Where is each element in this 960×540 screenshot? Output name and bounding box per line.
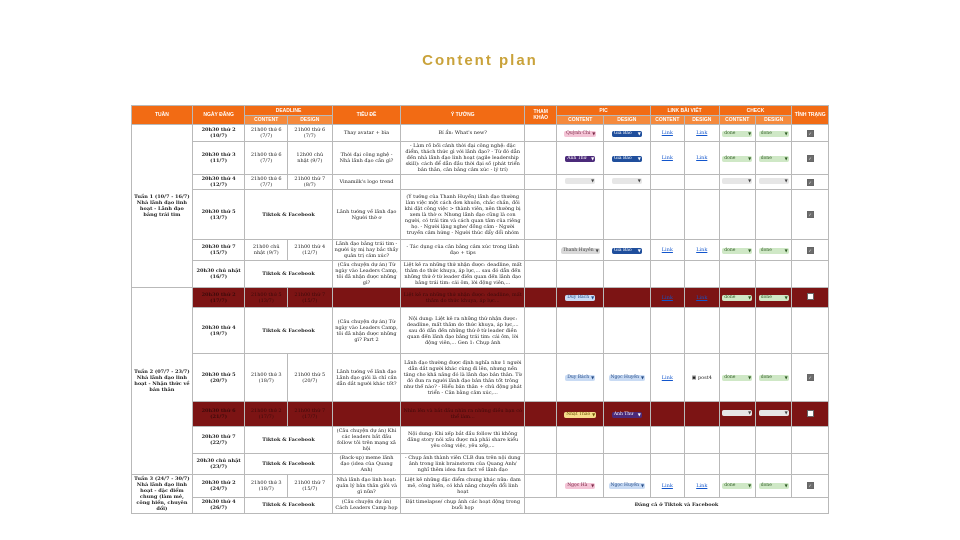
deadline-merged-cell: Tiktok & Facebook (245, 190, 332, 240)
reference-cell (525, 190, 557, 240)
chevron-down-icon: ▼ (784, 178, 788, 183)
link-content[interactable]: Link (650, 475, 684, 498)
deadline-design-cell: 21h00 thứ 7 (15/7) (288, 475, 333, 498)
date-cell: 20h30 chủ nhật (16/7) (192, 261, 245, 288)
reference-cell (525, 288, 557, 308)
check-design-select[interactable]: done ▼ (755, 240, 791, 261)
chevron-down-icon: ▼ (748, 483, 752, 489)
deadline-design-cell: 12h00 chủ nhật (9/7) (288, 142, 333, 175)
header-pic-design: DESIGN (604, 116, 651, 125)
status-cell (792, 308, 829, 354)
header-check-content: CONTENT (719, 116, 755, 125)
chevron-down-icon: ▼ (637, 130, 641, 136)
deadline-design-cell: 21h00 thứ 4 (12/7) (288, 240, 333, 261)
link-design (685, 308, 719, 354)
status-checkbox[interactable] (792, 402, 829, 427)
date-cell: 20h30 thứ 4 (19/7) (192, 308, 245, 354)
header-link-content: CONTENT (650, 116, 684, 125)
deadline-design-cell: 21h00 thứ 7 (8/7) (288, 175, 333, 190)
pic-design-select[interactable] (604, 175, 651, 190)
link-design[interactable] (685, 402, 719, 427)
status-checkbox[interactable]: ✓ (792, 175, 829, 190)
note-cell: Đăng cả ở Tiktok và Facebook (525, 497, 829, 513)
table-row (132, 402, 829, 427)
check-design-select[interactable]: done ▼ (755, 288, 791, 308)
table-row (132, 142, 829, 175)
link-content[interactable] (650, 402, 684, 427)
date-cell: 20h30 thứ 7 (22/7) (192, 427, 245, 454)
idea-cell: (Ý tưởng của Thanh Huyền) lãnh đạo thường làm việc một cách đơn khuôn, chắc chắn, đôi khi đặt công việc > thành viên, nên thường bị xem là thờ ơ. Nhưng lãnh đạo cũng là con người, có trái tim và cách quan tâm của riêng họ. - Người lặng nghe/ đồng cảm - Người truyền cảm hứng - Người thúc đẩy đổi nhóm (401, 190, 525, 240)
chevron-down-icon: ▼ (637, 411, 641, 417)
pic-design-cell (604, 308, 651, 354)
chevron-down-icon: ▼ (640, 375, 645, 380)
chevron-down-icon: ▼ (591, 375, 595, 380)
table-row (132, 497, 829, 513)
link-design (685, 427, 719, 454)
header-deadline: DEADLINE (245, 106, 332, 116)
reference-cell (525, 308, 557, 354)
table-row (132, 190, 829, 240)
idea-cell: Nội dung: Liệt kê ra những thứ nhận được: deadline, mất thâm do thức khuya, áp lực,... sau đó dẫn đến những thứ ở từ leader điền quan đến lãnh đạo bằng trái tim: cái ôm, lời động viên,... Gen 1: Chụp ảnh (401, 308, 525, 354)
check-design-select[interactable]: done ▼ (755, 475, 791, 498)
content-plan-table (131, 105, 829, 514)
pic-content-select[interactable]: Thanh Huyền ▼ (557, 240, 604, 261)
file-icon: ▣ (691, 374, 698, 381)
pic-content-select[interactable]: Nhật Thảo ▼ (557, 402, 604, 427)
link-design[interactable]: Link (685, 125, 719, 142)
header-tuan: TUẦN (132, 106, 193, 125)
status-checkbox[interactable]: ✓ (792, 142, 829, 175)
check-content-cell (719, 454, 755, 475)
status-checkbox[interactable]: ✓ (792, 354, 829, 402)
check-design-cell (755, 427, 791, 454)
reference-cell (525, 402, 557, 427)
deadline-content-cell: 21h00 thứ 3 (18/7) (245, 475, 288, 498)
link-design[interactable]: Link (685, 240, 719, 261)
link-content[interactable]: Link (650, 125, 684, 142)
link-content[interactable]: Link (650, 142, 684, 175)
check-design-cell (755, 190, 791, 240)
check-content-select[interactable]: done ▼ (719, 354, 755, 402)
date-cell: 20h30 thứ 2 (17/7) (192, 288, 245, 308)
chevron-down-icon: ▼ (784, 130, 788, 136)
pic-content-select[interactable]: Ngọc Hà ▼ (557, 475, 604, 498)
chevron-down-icon: ▼ (748, 375, 752, 380)
status-checkbox[interactable] (792, 288, 829, 308)
pic-design-cell (604, 261, 651, 288)
link-design[interactable] (685, 175, 719, 190)
idea-cell: - Tác dụng của cân bằng cảm xúc trong lãnh đạo + tips (401, 240, 525, 261)
idea-cell: Lãnh đạo thường được định nghĩa như 1 người dẫn dắt người khác cùng đi lên, nhưng nền tảng cho khả năng đó là lãnh đạo bản thân. Từ đó đưa ra người lãnh đạo bản thân tốt trông như thế nào? - Hiểu bản thân + chủ động phát triển - Cân bằng cảm xúc,... (401, 354, 525, 402)
title-cell (332, 402, 401, 427)
table-row (132, 125, 829, 142)
link-content[interactable] (650, 175, 684, 190)
date-cell: 20h30 thứ 5 (13/7) (192, 190, 245, 240)
pic-content-select[interactable] (557, 175, 604, 190)
check-design-cell (755, 261, 791, 288)
chevron-down-icon: ▼ (748, 295, 752, 300)
reference-cell (525, 454, 557, 475)
link-content[interactable]: Link (650, 288, 684, 308)
header-check: CHECK (719, 106, 792, 116)
link-design (685, 454, 719, 475)
chevron-down-icon: ▼ (637, 178, 641, 183)
title-cell: (Câu chuyện dự án) Từ ngày vào Leaders Camp, tôi đã nhận được những gì? (332, 261, 401, 288)
check-content-select[interactable] (719, 402, 755, 427)
check-design-select[interactable] (755, 402, 791, 427)
reference-cell (525, 427, 557, 454)
header-pic-content: CONTENT (557, 116, 604, 125)
pic-content-cell (557, 308, 604, 354)
chevron-down-icon: ▼ (784, 247, 788, 253)
pic-content-cell (557, 261, 604, 288)
link-design (685, 190, 719, 240)
deadline-design-cell: 21h00 thứ 7 (17/7) (288, 402, 333, 427)
table-row (132, 175, 829, 190)
deadline-design-cell: 21h00 thứ 6 (7/7) (288, 125, 333, 142)
week-cell: Tuần 2 (07/7 - 23/7) Nhà lãnh đạo linh hoạt - Nhận thức về bản thân (132, 288, 193, 475)
chevron-down-icon: ▼ (784, 410, 788, 415)
header-link-design: DESIGN (685, 116, 719, 125)
deadline-merged-cell: Tiktok & Facebook (245, 454, 332, 475)
check-design-select[interactable]: done ▼ (755, 125, 791, 142)
chevron-down-icon: ▼ (637, 247, 641, 253)
status-checkbox[interactable]: ✓ (792, 190, 829, 240)
week-cell: Tuần 3 (24/7 - 30/7) Nhà lãnh đạo linh hoạt - đặc điểm chung (làm mẻ, công hiến, chuyên đổi) (132, 475, 193, 514)
idea-cell: Nhìn lên và bắt đầu nhìn ra những điều bạn có thể làm... (401, 402, 525, 427)
page-title: Content plan (422, 52, 538, 69)
pic-content-select[interactable]: Quỳnh Chi ▼ (557, 125, 604, 142)
link-content (650, 427, 684, 454)
reference-cell (525, 475, 557, 498)
date-cell: 20h30 thứ 7 (15/7) (192, 240, 245, 261)
pic-design-select[interactable]: Gia Bảo ▼ (604, 142, 651, 175)
deadline-content-cell: 21h00 thứ 6 (7/7) (245, 175, 288, 190)
title-cell: Vinamilk's logo trend (332, 175, 401, 190)
title-cell (332, 288, 401, 308)
link-content (650, 190, 684, 240)
chevron-down-icon: ▼ (748, 155, 752, 161)
status-checkbox[interactable]: ✓ (792, 475, 829, 498)
chevron-down-icon: ▼ (748, 130, 752, 136)
pic-content-select[interactable]: Duy Bách ▼ (557, 288, 604, 308)
check-content-select[interactable] (719, 175, 755, 190)
deadline-content-cell: 21h00 chủ nhật (9/7) (245, 240, 288, 261)
check-content-select[interactable]: done ▼ (719, 125, 755, 142)
pic-design-select[interactable] (604, 288, 651, 308)
header-check-design: DESIGN (755, 116, 791, 125)
pic-content-cell (557, 427, 604, 454)
title-cell: (Câu chuyện dự án) Cách Leaders Camp họp (332, 497, 401, 513)
title-cell: (Back-up) meme lãnh đạo (idea của Quang Anh) (332, 454, 401, 475)
status-cell (792, 427, 829, 454)
chevron-down-icon: ▼ (784, 295, 788, 300)
idea-cell (401, 175, 525, 190)
link-content[interactable]: Link (650, 354, 684, 402)
chevron-down-icon: ▼ (640, 483, 645, 489)
chevron-down-icon: ▼ (592, 130, 596, 136)
header-y-tuong: Ý TƯỞNG (401, 106, 525, 125)
pic-content-select[interactable]: Anh Thư ▼ (557, 142, 604, 175)
idea-cell: Nội dung: Khi xếp bắt đầu follow thì không đăng story nói xấu được mà phải share kiểu yêu công việc, yêu xếp,... (401, 427, 525, 454)
pic-design-select[interactable]: Anh Thư ▼ (604, 402, 651, 427)
idea-cell: Đặt timelapse/ chụp ảnh các hoạt động trong buổi họp (401, 497, 525, 513)
title-cell: Lãnh tướng về lãnh đạo Người thờ ơ (332, 190, 401, 240)
header-tinh-trang: TÌNH TRẠNG (792, 106, 829, 125)
check-design-select[interactable]: done ▼ (755, 354, 791, 402)
reference-cell (525, 240, 557, 261)
status-cell (792, 261, 829, 288)
deadline-content-cell: 21h00 thứ 5 (13/7) (245, 288, 288, 308)
idea-cell: Liệt kê ra những thứ nhận được: deadline, mất thâm do thức khuya, áp lực... (401, 288, 525, 308)
header-pic: PIC (557, 106, 650, 116)
date-cell: 20h30 thứ 2 (24/7) (192, 475, 245, 498)
deadline-content-cell: 21h00 thứ 6 (7/7) (245, 125, 288, 142)
check-design-cell (755, 308, 791, 354)
chevron-down-icon: ▼ (591, 178, 595, 183)
table-row (132, 475, 829, 498)
link-design[interactable]: Link (685, 475, 719, 498)
idea-cell: - Làm rõ bối cảnh thời đại công nghệ: đặc điểm, thách thức gì với lãnh đạo? - Từ đó dẫn đến nhà lãnh đạo linh hoạt (agile leadership skill): cách để dẫn đầu thời đại số (phát triển bản thân, cân bằng cảm xúc - lý trí) (401, 142, 525, 175)
status-checkbox[interactable]: ✓ (792, 125, 829, 142)
reference-cell (525, 125, 557, 142)
pic-content-select[interactable]: Duy Bách ▼ (557, 354, 604, 402)
pic-content-cell (557, 190, 604, 240)
table-row (132, 288, 829, 308)
week-cell: Tuần 1 (10/7 - 16/7) Nhà lãnh đạo linh hoạt - Lãnh đạo bằng trái tim (132, 125, 193, 288)
check-content-select[interactable]: done ▼ (719, 475, 755, 498)
chevron-down-icon: ▼ (595, 247, 599, 253)
date-cell: 20h30 thứ 4 (26/7) (192, 497, 245, 513)
pic-content-cell (557, 454, 604, 475)
date-cell: 20h30 thứ 5 (20/7) (192, 354, 245, 402)
deadline-merged-cell: Tiktok & Facebook (245, 497, 332, 513)
check-content-cell (719, 261, 755, 288)
chevron-down-icon: ▼ (748, 247, 752, 253)
pic-design-cell (604, 454, 651, 475)
check-content-cell (719, 427, 755, 454)
status-cell (792, 454, 829, 475)
link-content[interactable]: Link (650, 240, 684, 261)
title-cell: Lãnh tướng về lãnh đạo Lãnh đạo giỏi là chỉ cần dẫn dắt người khác tốt? (332, 354, 401, 402)
chevron-down-icon: ▼ (591, 483, 595, 489)
header-link: LINK BÀI VIẾT (650, 106, 719, 116)
table-row (132, 427, 829, 454)
check-design-select[interactable]: done ▼ (755, 142, 791, 175)
header-ngay-dang: NGÀY ĐĂNG (192, 106, 245, 125)
pic-design-select[interactable]: Ngọc Huyền ▼ (604, 354, 651, 402)
header-tham-khao: THAM KHẢO (525, 106, 557, 125)
table-row (132, 240, 829, 261)
chevron-down-icon: ▼ (592, 411, 596, 417)
chevron-down-icon: ▼ (784, 375, 788, 380)
deadline-content-cell: 21h00 thứ 6 (7/7) (245, 142, 288, 175)
status-checkbox[interactable]: ✓ (792, 240, 829, 261)
link-content (650, 454, 684, 475)
date-cell: 20h30 thứ 6 (21/7) (192, 402, 245, 427)
deadline-content-cell: 21h00 thứ 2 (17/7) (245, 402, 288, 427)
header-tieu-de: TIÊU ĐỀ (332, 106, 401, 125)
chevron-down-icon: ▼ (637, 155, 641, 161)
table-row (132, 454, 829, 475)
reference-cell (525, 354, 557, 402)
deadline-content-cell: 21h00 thứ 3 (18/7) (245, 354, 288, 402)
pic-design-select[interactable]: Gia Bảo ▼ (604, 240, 651, 261)
title-cell: (Câu chuyện dự án) Khi các leaders bắt đầu follow tôi trên mạng xã hội (332, 427, 401, 454)
chevron-down-icon: ▼ (591, 295, 595, 300)
title-cell: Nhà lãnh đạo linh hoạt: quản lý bản thân giỏi và gì nữa? (332, 475, 401, 498)
title-cell: Thời đại công nghệ - Nhà lãnh đạo cần gì? (332, 142, 401, 175)
pic-design-select[interactable]: Gia Bảo ▼ (604, 125, 651, 142)
chevron-down-icon: ▼ (748, 410, 752, 415)
link-content (650, 308, 684, 354)
link-design (685, 261, 719, 288)
reference-cell (525, 175, 557, 190)
header-deadline-design: DESIGN (288, 116, 333, 125)
check-content-select[interactable]: done ▼ (719, 288, 755, 308)
reference-cell (525, 142, 557, 175)
date-cell: 20h30 thứ 4 (12/7) (192, 175, 245, 190)
date-cell: 20h30 chủ nhật (23/7) (192, 454, 245, 475)
check-content-select[interactable]: done ▼ (719, 240, 755, 261)
title-cell: Lãnh đạo bằng trái tim - người ủy mị hay bắc thầy quản trị cảm xúc? (332, 240, 401, 261)
link-design[interactable]: ▣ post4 (685, 354, 719, 402)
deadline-design-cell: 21h00 thứ 7 (15/7) (288, 288, 333, 308)
chevron-down-icon: ▼ (748, 178, 752, 183)
title-cell: (Câu chuyện dự án) Từ ngày vào Leaders Camp, tôi đã nhận được những gì? Part 2 (332, 308, 401, 354)
idea-cell: - Chụp ảnh thành viên CLB đưa trên nội dung ảnh trong link brainstorm của Quang Anh/ nghĩ thêm idea fun fact về lãnh đạo (401, 454, 525, 475)
header-deadline-content: CONTENT (245, 116, 288, 125)
chevron-down-icon: ▼ (784, 155, 788, 161)
link-design[interactable]: Link (685, 288, 719, 308)
chevron-down-icon: ▼ (591, 155, 595, 161)
check-design-select[interactable] (755, 175, 791, 190)
date-cell: 20h30 thứ 2 (10/7) (192, 125, 245, 142)
table-row (132, 308, 829, 354)
date-cell: 20h30 thứ 3 (11/7) (192, 142, 245, 175)
pic-design-cell (604, 190, 651, 240)
pic-design-cell (604, 427, 651, 454)
check-content-cell (719, 308, 755, 354)
check-design-cell (755, 454, 791, 475)
deadline-merged-cell: Tiktok & Facebook (245, 427, 332, 454)
idea-cell: Liệt kê những đặc điểm chung khác nữa: đam mê, công hiến, có khả năng chuyển đổi linh hoạt (401, 475, 525, 498)
link-design[interactable]: Link (685, 142, 719, 175)
link-content (650, 261, 684, 288)
check-content-select[interactable]: done ▼ (719, 142, 755, 175)
idea-cell: Bí ẩn: What's new? (401, 125, 525, 142)
deadline-merged-cell: Tiktok & Facebook (245, 308, 332, 354)
deadline-design-cell: 21h00 thứ 5 (20/7) (288, 354, 333, 402)
table-row (132, 354, 829, 402)
deadline-merged-cell: Tiktok & Facebook (245, 261, 332, 288)
check-content-cell (719, 190, 755, 240)
pic-design-select[interactable]: Ngọc Huyền ▼ (604, 475, 651, 498)
idea-cell: Liệt kê ra những thứ nhận được: deadline, mất thâm do thức khuya, áp lực,... sau đó dẫn đến những thứ ở từ leader điền quan đến lãnh đạo bằng trái tim: cái ôm, lời động viên,... (401, 261, 525, 288)
title-cell: Thay avatar + bìa (332, 125, 401, 142)
table-row (132, 261, 829, 288)
reference-cell (525, 261, 557, 288)
chevron-down-icon: ▼ (784, 483, 788, 489)
